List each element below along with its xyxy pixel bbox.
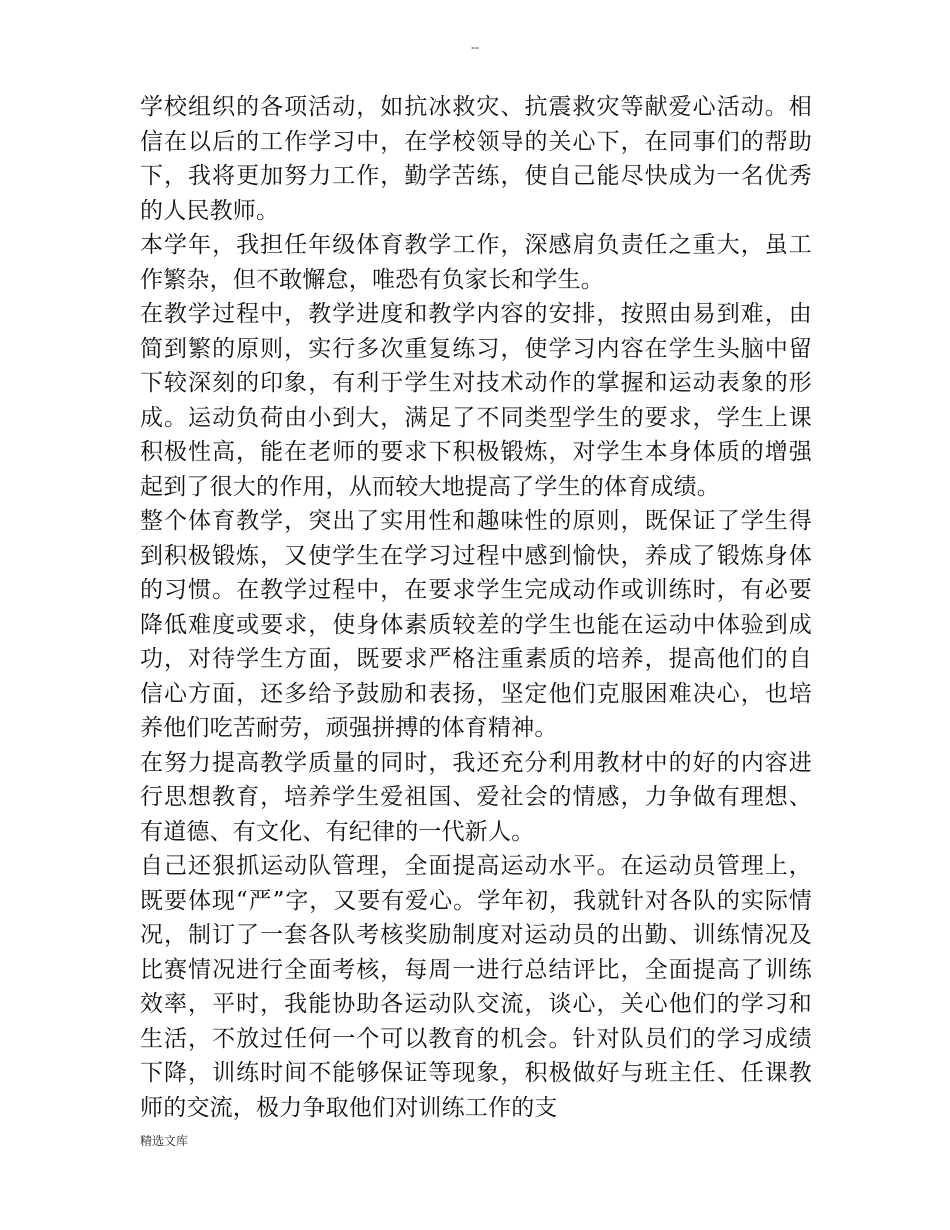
paragraph-1: 学校组织的各项活动，如抗冰救灾、抗震救灾等献爱心活动。相信在以后的工作学习中，在学校领导的关心下，在同事们的帮助下，我将更加努力工作，勤学苦练，使自己能尽快成为一名优秀的人民教师。 [140, 94, 812, 224]
document-body [140, 90, 812, 1125]
page-header-mark: -- [471, 40, 479, 54]
paragraph-3: 在教学过程中，教学进度和教学内容的安排，按照由易到难，由简到繁的原则，实行多次重复练习，使学习内容在学生头脑中留下较深刻的印象，有利于学生对技术动作的掌握和运动表象的形成。运动负荷由小到大，满足了不同类型学生的要求，学生上课积极性高，能在老师的要求下积极锻炼，对学生本身体质的增强起到了很大的作用，从而较大地提高了学生的体育成绩。 [140, 301, 812, 500]
paragraph-2: 本学年，我担任年级体育教学工作，深感肩负责任之重大，虽工作繁杂，但不敢懈怠，唯恐有负家长和学生。 [140, 232, 812, 293]
paragraph-4: 整个体育教学，突出了实用性和趣味性的原则，既保证了学生得到积极锻炼，又使学生在学习过程中感到愉快，养成了锻炼身体的习惯。在教学过程中，在要求学生完成动作或训练时，有必要降低难度或要求，使身体素质较差的学生也能在运动中体验到成功，对待学生方面，既要求严格注重素质的培养，提高他们的自信心方面，还多给予鼓励和表扬，坚定他们克服困难决心，也培养他们吃苦耐劳，顽强拼搏的体育精神。 [140, 508, 812, 741]
paragraph-5: 在努力提高教学质量的同时，我还充分利用教材中的好的内容进行思想教育，培养学生爱祖国、爱社会的情感，力争做有理想、有道德、有文化、有纪律的一代新人。 [140, 749, 812, 845]
paragraph-6: 自己还狠抓运动队管理，全面提高运动水平。在运动员管理上，既要体现“严”字，又要有爱心。学年初，我就针对各队的实际情况，制订了一套各队考核奖励制度对运动员的出勤、训练情况及比赛情况进行全面考核，每周一进行总结评比，全面提高了训练效率，平时，我能协助各运动队交流，谈心，关心他们的学习和生活，不放过任何一个可以教育的机会。针对队员们的学习成绩下降，训练时间不能够保证等现象，积极做好与班主任、任课教师的交流，极力争取他们对训练工作的支 [140, 853, 812, 1121]
page-footer: 精选文库 [140, 1134, 189, 1148]
